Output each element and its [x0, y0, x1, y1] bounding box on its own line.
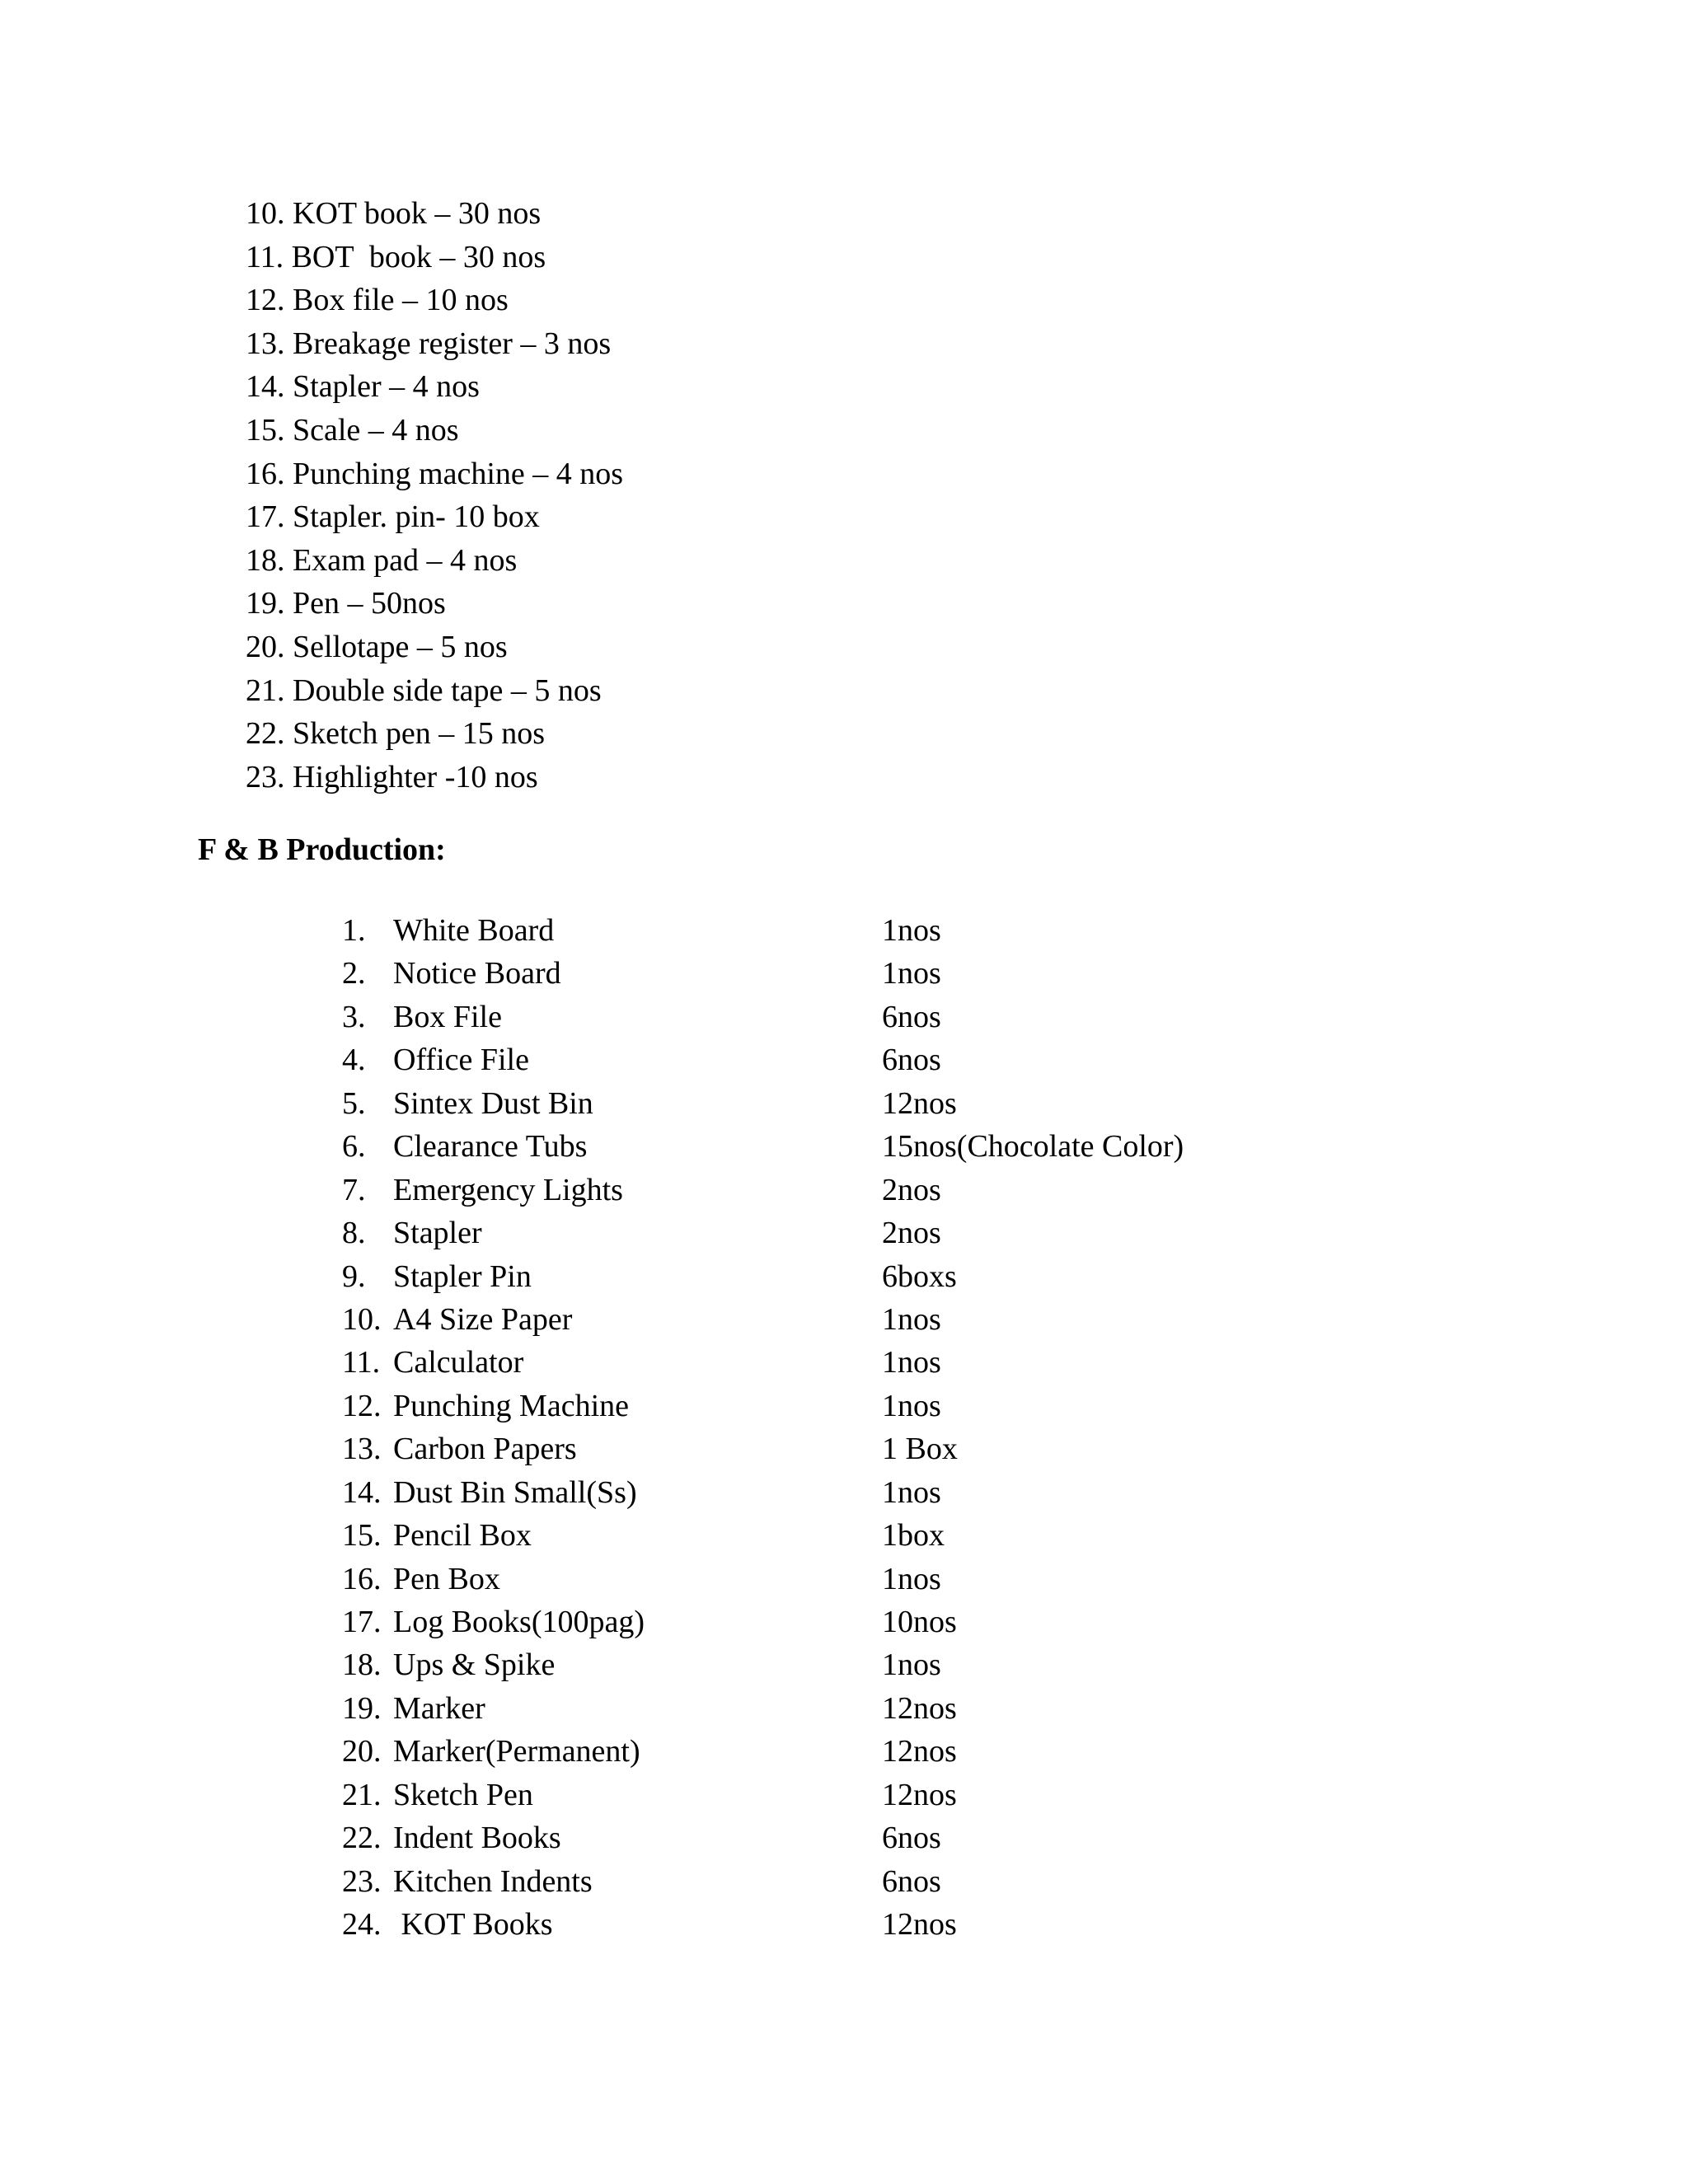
list-item: 12. Box file – 10 nos — [246, 283, 509, 318]
item-quantity: 15nos(Chocolate Color) — [882, 1129, 1184, 1165]
item-number: 14. — [342, 1474, 382, 1510]
item-quantity: 2nos — [882, 1216, 941, 1251]
item-quantity: 10nos — [882, 1605, 957, 1639]
item-number: 5. — [342, 1085, 366, 1121]
item-number: 4. — [342, 1043, 366, 1078]
item-number: 13. — [342, 1432, 382, 1467]
item-name: KOT Books — [393, 1907, 553, 1943]
item-number: 12. — [342, 1388, 382, 1423]
item-number: 1. — [342, 913, 366, 948]
item-number: 11. — [342, 1345, 381, 1380]
list-item: 14. Stapler – 4 nos — [246, 369, 480, 405]
item-name: Stapler — [393, 1216, 482, 1251]
item-quantity: 1nos — [882, 1561, 941, 1596]
item-name: Sintex Dust Bin — [393, 1085, 593, 1121]
item-number: 19. — [342, 1690, 382, 1726]
item-name: Punching Machine — [393, 1388, 630, 1423]
list-item: 22. Sketch pen – 15 nos — [246, 716, 546, 752]
item-quantity: 12nos — [882, 1777, 957, 1812]
item-quantity: 1nos — [882, 1345, 941, 1380]
item-name: Emergency Lights — [393, 1172, 623, 1207]
list-item: 11. BOT book – 30 nos — [246, 239, 546, 274]
item-quantity: 12nos — [882, 1085, 957, 1121]
item-quantity: 1nos — [882, 1474, 941, 1510]
item-name: Pencil Box — [393, 1518, 532, 1554]
item-number: 24. — [342, 1907, 382, 1943]
item-name: Box File — [393, 999, 502, 1034]
item-quantity: 12nos — [882, 1690, 957, 1726]
list-item: 20. Sellotape – 5 nos — [246, 629, 508, 664]
item-name: Clearance Tubs — [393, 1129, 588, 1165]
item-quantity: 6nos — [882, 999, 941, 1034]
list-item: 10. KOT book – 30 nos — [246, 196, 542, 231]
item-number: 20. — [342, 1734, 382, 1769]
item-name: Indent Books — [393, 1821, 561, 1856]
list-item: 13. Breakage register – 3 nos — [246, 326, 612, 361]
item-name: Calculator — [393, 1345, 524, 1380]
list-item: 15. Scale – 4 nos — [246, 412, 459, 448]
list-item: 17. Stapler. pin- 10 box — [246, 499, 540, 535]
item-quantity: 1nos — [882, 1301, 941, 1337]
item-number: 16. — [342, 1561, 382, 1596]
item-quantity: 6nos — [882, 1043, 941, 1078]
item-name: Marker(Permanent) — [393, 1734, 640, 1769]
list-item: 23. Highlighter -10 nos — [246, 759, 538, 794]
item-name: Kitchen Indents — [393, 1863, 593, 1899]
item-quantity: 1 Box — [882, 1432, 958, 1467]
item-quantity: 12nos — [882, 1734, 957, 1769]
item-quantity: 1nos — [882, 1647, 941, 1683]
item-number: 22. — [342, 1821, 382, 1856]
item-name: Pen Box — [393, 1561, 500, 1596]
item-name: Ups & Spike — [393, 1647, 556, 1683]
item-quantity: 1nos — [882, 956, 941, 991]
item-number: 3. — [342, 999, 366, 1034]
item-quantity: 1nos — [882, 1388, 941, 1423]
item-name: A4 Size Paper — [393, 1301, 573, 1337]
item-number: 10. — [342, 1301, 382, 1337]
item-number: 15. — [342, 1518, 382, 1554]
item-number: 8. — [342, 1216, 366, 1251]
item-quantity: 6boxs — [882, 1258, 957, 1294]
item-name: Stapler Pin — [393, 1258, 532, 1294]
item-number: 17. — [342, 1605, 382, 1639]
list-item: 19. Pen – 50nos — [246, 586, 446, 621]
item-name: Log Books(100pag) — [393, 1605, 645, 1639]
item-number: 18. — [342, 1647, 382, 1683]
item-name: Office File — [393, 1043, 529, 1078]
item-quantity: 6nos — [882, 1821, 941, 1856]
item-name: Notice Board — [393, 956, 561, 991]
item-number: 23. — [342, 1863, 382, 1899]
item-name: Sketch Pen — [393, 1777, 533, 1812]
item-number: 6. — [342, 1129, 366, 1165]
item-number: 7. — [342, 1172, 366, 1207]
item-quantity: 1nos — [882, 913, 941, 948]
item-quantity: 2nos — [882, 1172, 941, 1207]
item-name: White Board — [393, 913, 555, 948]
stationery-list — [246, 192, 623, 799]
item-number: 2. — [342, 956, 366, 991]
list-item: 21. Double side tape – 5 nos — [246, 673, 602, 708]
item-quantity: 6nos — [882, 1863, 941, 1899]
list-item: 16. Punching machine – 4 nos — [246, 456, 624, 491]
section-heading: F & B Production: — [198, 832, 446, 867]
item-name: Carbon Papers — [393, 1432, 577, 1467]
item-number: 9. — [342, 1258, 366, 1294]
item-name: Marker — [393, 1690, 485, 1726]
item-number: 21. — [342, 1777, 382, 1812]
item-quantity: 1box — [882, 1518, 945, 1554]
list-item: 18. Exam pad – 4 nos — [246, 542, 518, 578]
item-quantity: 12nos — [882, 1907, 957, 1943]
item-name: Dust Bin Small(Ss) — [393, 1474, 637, 1510]
